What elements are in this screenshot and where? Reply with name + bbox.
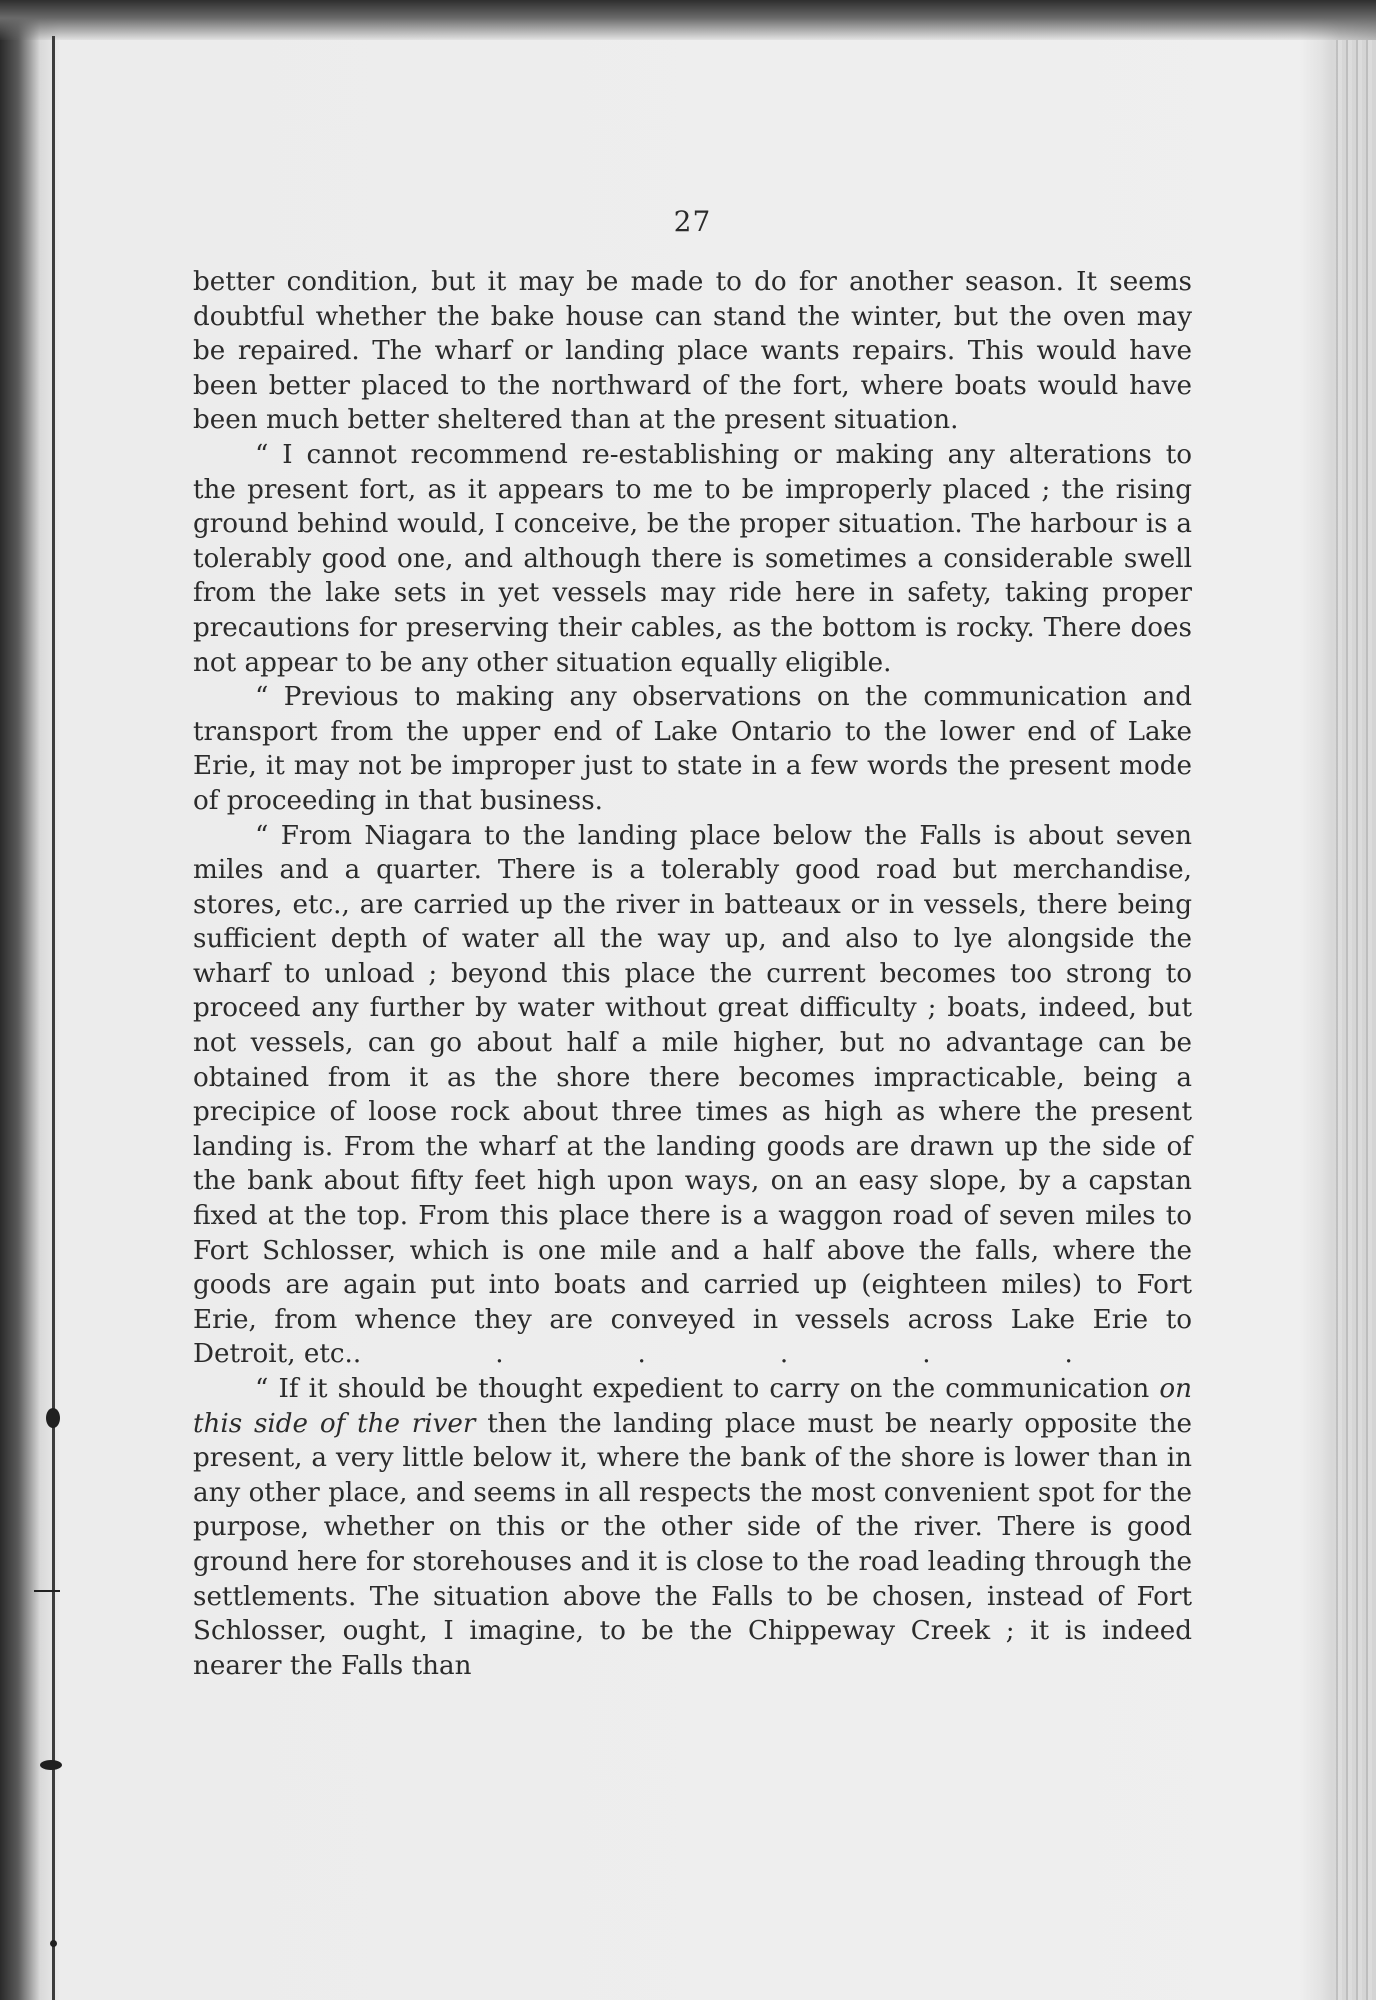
page-number: 27: [673, 205, 712, 238]
italic-phrase: on this side of the river: [193, 1374, 1192, 1439]
body-text: [193, 265, 1192, 1683]
paragraph-text: “ If it should be thought expedient to carry on the communication: [255, 1374, 1160, 1404]
top-shadow: [0, 0, 1376, 40]
paragraph-text: then the landing place must be nearly opposite the present, a very little below it, where the bank of the shore is lower than in any other place, and seems in all respects the most convenient spot for the purpose, whether on this or the other side of the river. There is good ground here for storehouses and it is close to the road leading through the settlements. The situation above the Falls to be chosen, instead of Fort Schlosser, ought, I imagine, to be the Chippeway Creek ; it is indeed nearer the Falls than: [193, 1408, 1192, 1681]
binding-thread-mark: [40, 1760, 62, 1770]
paragraph: “ I cannot recommend re-establishing or making any alterations to the present fort, as it appears to me to be improperly placed ; the rising ground behind would, I conceive, be the proper situation. The harbour is a tolerably good one, and although there is sometimes a considerable swell from the lake sets in yet vessels may ride here in safety, taking proper precautions for preserving their cables, as the bottom is rocky. There does not appear to be any other situation equally eligible.: [193, 439, 1192, 678]
paragraph: better condition, but it may be made to do for another season. It seems doubtful whether the bake house can stand the winter, but the oven may be repaired. The wharf or landing place wants repairs. This would have been better placed to the northward of the fort, where boats would have been much better sheltered than at the present situation.: [193, 267, 1192, 436]
paragraph: “ Previous to making any observations on the communication and transport from the upper end of Lake Ontario to the lower end of Lake Erie, it may not be improper just to state in a few words the present mode of proceeding in that business.: [193, 682, 1192, 816]
binding-gutter: [52, 36, 55, 2000]
paragraph: [193, 1372, 1192, 1683]
paragraph: [193, 819, 1192, 1373]
paragraph-text: “ From Niagara to the landing place below the Falls is about seven miles and a quarter. There is a tolerably good road but merchandise, stores, etc., are carried up the river in batteaux or in vessels, there being sufficient depth of water all the way up, and also to lye alongside the wharf to unload ; beyond this place the current becomes too strong to proceed any further by water without great difficulty ; boats, indeed, but not vessels, can go about half a mile higher, but no advantage can be obtained from it as the shore there becomes impracticable, being a precipice of loose rock about three times as high as where the present landing is. From the wharf at the landing goods are drawn up the side of the bank about fifty feet high upon ways, on an easy slope, by a capstan fixed at the top. From this place there is a waggon road of seven miles to Fort Schlosser, which is one mile and a half above the falls, where the goods are again put into boats and carried up (eighteen miles) to Fort Erie, from whence they are conveyed in vessels across Lake Erie to Detroit, etc.: [193, 820, 1192, 1370]
binding-thread-mark: [50, 1940, 57, 1947]
binding-thread-mark: [34, 1590, 60, 1592]
page-edge-stack: [1332, 40, 1376, 2000]
ellipsis-dots: . . . . . .: [352, 1339, 1073, 1370]
binding-thread-mark: [46, 1408, 60, 1428]
page-content: [193, 205, 1192, 1683]
